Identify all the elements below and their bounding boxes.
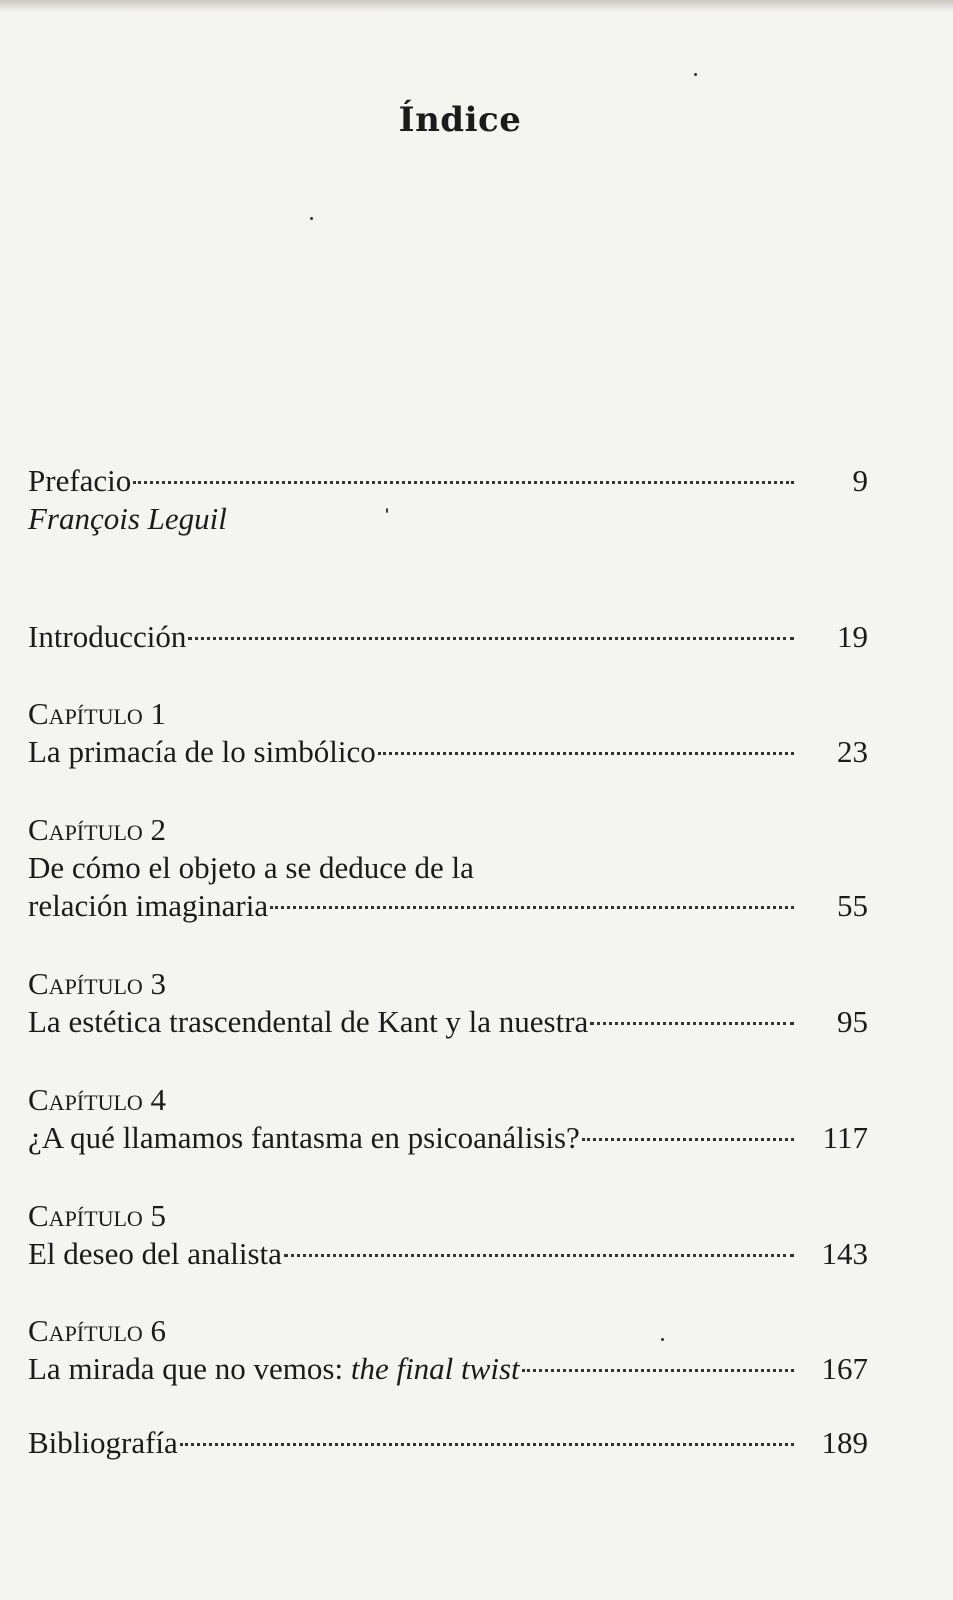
- paper-speck: [310, 217, 313, 220]
- entry-author: François Leguil: [28, 501, 227, 536]
- dot-leader: [522, 1369, 794, 1372]
- dot-leader: [133, 481, 794, 484]
- chapter-title: [28, 1350, 520, 1388]
- page-number: 189: [821, 1425, 868, 1460]
- page-number: 143: [821, 1236, 868, 1271]
- chapter-title-italic: the final twist: [350, 1351, 520, 1386]
- chapter-heading: Capítulo 5: [28, 1198, 167, 1233]
- toc-entry-chapter-5[interactable]: [28, 1197, 868, 1273]
- page-top-edge: [0, 0, 953, 12]
- page-number: 19: [837, 619, 868, 654]
- chapter-heading: Capítulo 1: [28, 696, 167, 731]
- entry-label: Introducción: [28, 619, 187, 654]
- chapter-heading: Capítulo 6: [28, 1313, 167, 1348]
- chapter-title-line-2: relación imaginaria: [28, 888, 269, 923]
- paper-speck: [694, 73, 697, 76]
- chapter-heading: Capítulo 4: [28, 1082, 167, 1117]
- dot-leader: [188, 637, 794, 640]
- toc-entry-introduccion[interactable]: [28, 618, 868, 656]
- dot-leader: [284, 1254, 794, 1257]
- dot-leader: [180, 1443, 794, 1446]
- toc-entry-chapter-4[interactable]: [28, 1081, 868, 1157]
- page-number: 167: [821, 1351, 868, 1386]
- dot-leader: [582, 1138, 794, 1141]
- chapter-title: El deseo del analista: [28, 1236, 282, 1271]
- dot-leader: [378, 752, 794, 755]
- page-title: Índice: [398, 100, 522, 140]
- toc-entry-bibliografia[interactable]: [28, 1424, 868, 1462]
- dot-leader: [270, 906, 794, 909]
- chapter-heading: Capítulo 3: [28, 966, 167, 1001]
- toc-entry-chapter-6[interactable]: [28, 1312, 868, 1388]
- chapter-heading: Capítulo 2: [28, 812, 167, 847]
- toc-entry-chapter-2[interactable]: [28, 811, 868, 925]
- dot-leader: [590, 1022, 794, 1025]
- page-number: 9: [852, 463, 868, 498]
- page-number: 117: [822, 1120, 868, 1155]
- toc-entry-prefacio[interactable]: [28, 462, 868, 538]
- chapter-title: La primacía de lo simbólico: [28, 734, 376, 769]
- toc-entry-chapter-3[interactable]: [28, 965, 868, 1041]
- page-number: 95: [837, 1004, 868, 1039]
- toc-entry-chapter-1[interactable]: [28, 695, 868, 771]
- chapter-title-line-1: De cómo el objeto a se deduce de la: [28, 850, 474, 885]
- page-number: 23: [837, 734, 868, 769]
- page-number: 55: [837, 888, 868, 923]
- chapter-title-prefix: La mirada que no vemos:: [28, 1351, 351, 1386]
- entry-label: Prefacio: [28, 463, 132, 498]
- entry-label: Bibliografía: [28, 1425, 178, 1460]
- chapter-title: ¿A qué llamamos fantasma en psicoanálisis?: [28, 1120, 580, 1155]
- chapter-title: La estética trascendental de Kant y la nuestra: [28, 1004, 589, 1039]
